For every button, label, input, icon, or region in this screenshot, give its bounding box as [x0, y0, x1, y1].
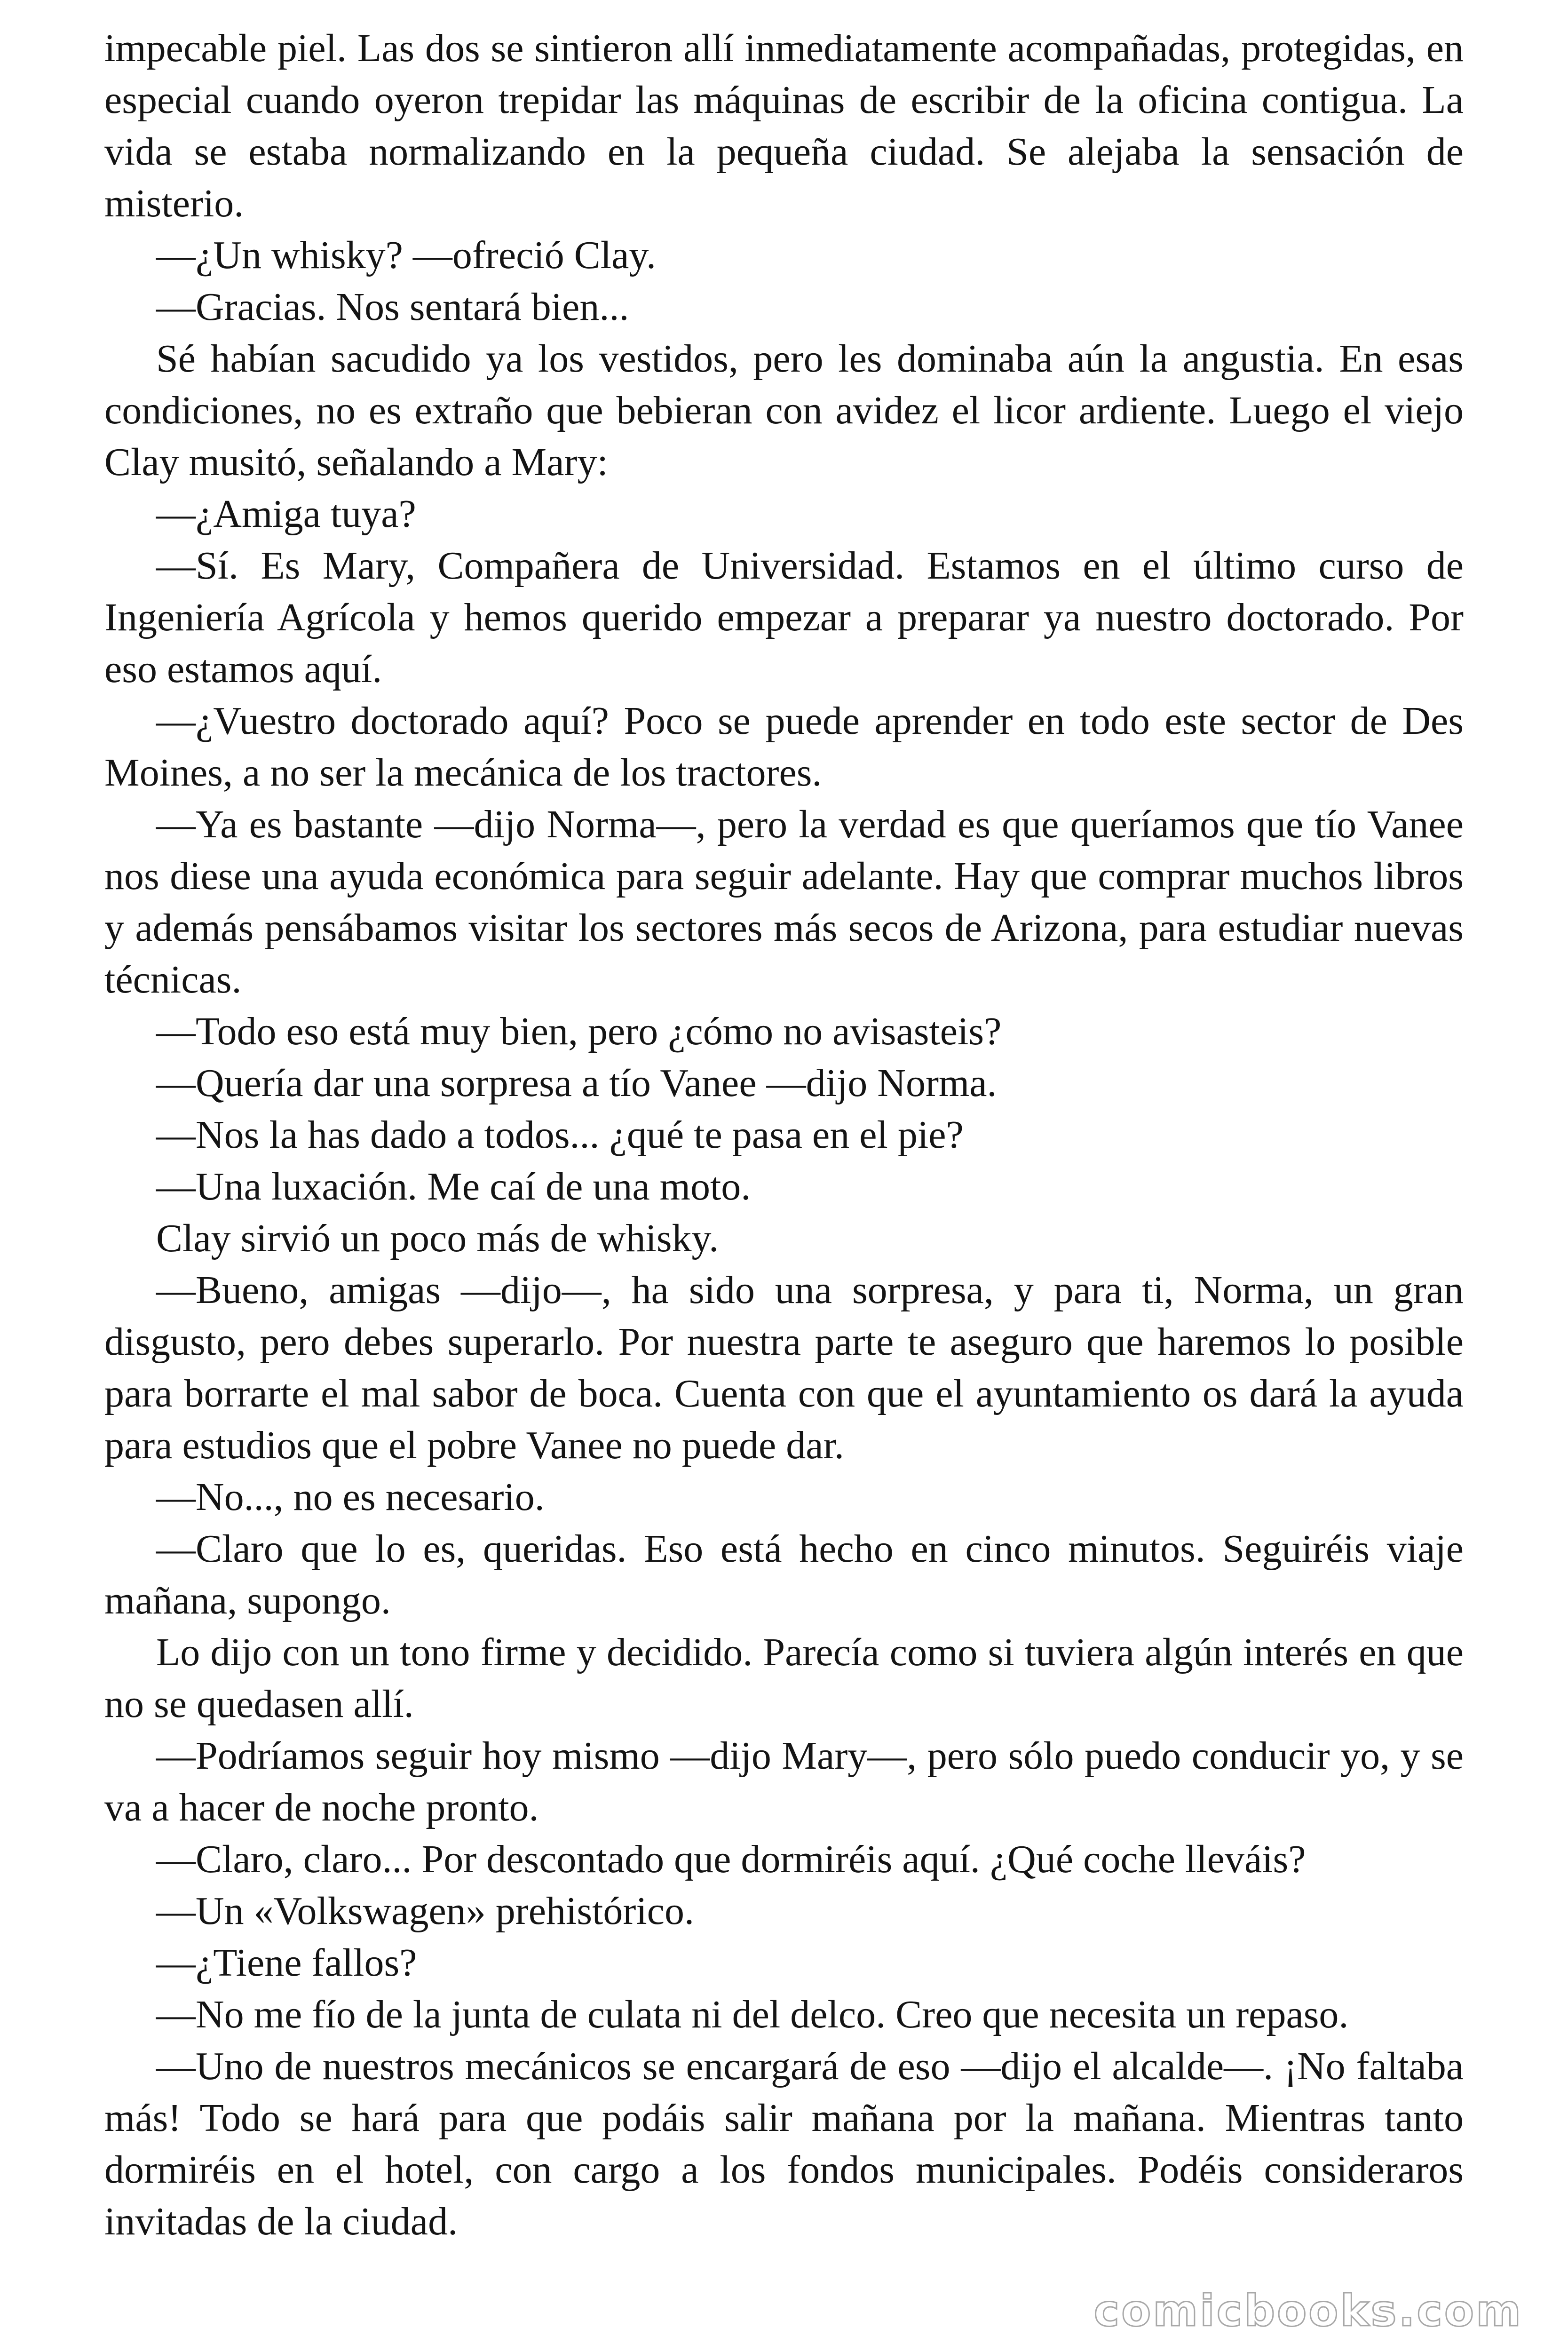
paragraph: —Una luxación. Me caí de una moto.	[156, 1165, 751, 1208]
paragraph: —Un «Volkswagen» prehistórico.	[156, 1889, 694, 1933]
paragraph: —Ya es bastante —dijo Norma—, pero la verdad es que queríamos que tío Vanee nos diese una ayuda económica para seguir adelante. Hay que comprar muchos libros y además pensábamos visitar los sectores más secos de Arizona, para estudiar nuevas técnicas.	[104, 803, 1464, 1001]
watermark: comicbooks.com	[1093, 2286, 1523, 2336]
paragraph: —Bueno, amigas —dijo—, ha sido una sorpresa, y para ti, Norma, un gran disgusto, pero debes superarlo. Por nuestra parte te aseguro que haremos lo posible para borrarte el mal sabor de boca. Cuenta con que el ayuntamiento os dará la ayuda para estudios que el pobre Vanee no puede dar.	[104, 1268, 1464, 1467]
paragraph: —Quería dar una sorpresa a tío Vanee —dijo Norma.	[156, 1061, 997, 1105]
paragraph: —Podríamos seguir hoy mismo —dijo Mary—, pero sólo puedo conducir yo, y se va a hacer de noche pronto.	[104, 1734, 1464, 1829]
paragraph: impecable piel. Las dos se sintieron allí inmediatamente acompañadas, protegidas, en especial cuando oyeron trepidar las máquinas de escribir de la oficina contigua. La vida se estaba normalizando en la pequeña ciudad. Se alejaba la sensación de misterio.	[104, 26, 1464, 225]
paragraph: Clay sirvió un poco más de whisky.	[156, 1216, 719, 1260]
paragraph: —Uno de nuestros mecánicos se encargará de eso —dijo el alcalde—. ¡No faltaba más! Todo se hará para que podáis salir mañana por la mañana. Mientras tanto dormiréis en el hotel, con cargo a los fondos municipales. Podéis consideraros invitadas de la ciudad.	[104, 2044, 1464, 2243]
paragraph: —¿Vuestro doctorado aquí? Poco se puede aprender en todo este sector de Des Moines, a no ser la mecánica de los tractores.	[104, 699, 1464, 795]
paragraph: —Claro que lo es, queridas. Eso está hecho en cinco minutos. Seguiréis viaje mañana, supongo.	[104, 1527, 1464, 1622]
paragraph: Sé habían sacudido ya los vestidos, pero les dominaba aún la angustia. En esas condiciones, no es extraño que bebieran con avidez el licor ardiente. Luego el viejo Clay musitó, señalando a Mary:	[104, 337, 1464, 484]
paragraph: —Todo eso está muy bien, pero ¿cómo no avisasteis?	[156, 1009, 1002, 1053]
paragraph: —Sí. Es Mary, Compañera de Universidad. Estamos en el último curso de Ingeniería Agrícola y hemos querido empezar a preparar ya nuestro doctorado. Por eso estamos aquí.	[104, 544, 1464, 691]
paragraph: —¿Tiene fallos?	[156, 1941, 417, 1985]
paragraph: —¿Un whisky? —ofreció Clay.	[156, 233, 656, 277]
paragraph: —No..., no es necesario.	[156, 1475, 545, 1519]
paragraph: Lo dijo con un tono firme y decidido. Parecía como si tuviera algún interés en que no se quedasen allí.	[104, 1630, 1464, 1726]
paragraph: —Gracias. Nos sentará bien...	[156, 285, 629, 329]
paragraph: —¿Amiga tuya?	[156, 492, 416, 536]
paragraph: —Claro, claro... Por descontado que dormiréis aquí. ¿Qué coche lleváis?	[156, 1837, 1306, 1881]
book-page-text	[104, 23, 1464, 2248]
paragraph: —No me fío de la junta de culata ni del delco. Creo que necesita un repaso.	[156, 1993, 1349, 2036]
paragraph: —Nos la has dado a todos... ¿qué te pasa en el pie?	[156, 1113, 964, 1157]
